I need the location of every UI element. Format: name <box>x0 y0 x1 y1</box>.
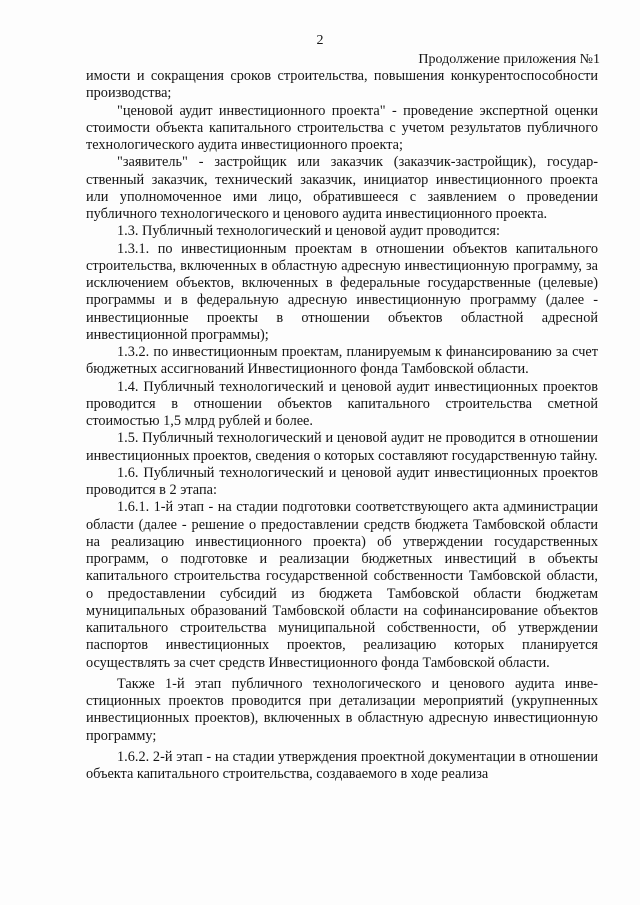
paragraph-1-5: 1.5. Публичный технологический и ценовой аудит не проводится в отношении инвестиционных проектов, сведения о которых составляют государственную тайну. <box>86 430 598 464</box>
paragraph-1-3-1: 1.3.1. по инвестиционным проектам в отношении объектов капитального строительства, включенных в областную адресную инвестиционную программу, за исключением объектов, включенных в федеральные государственные (целевые) программы и в федеральную адресную инвестиционную программу (далее - инвестиционные проекты в отношении объектов областной адресной инвестиционной программы); <box>86 240 598 343</box>
paragraph-1-6-2: 1.6.2. 2-й этап - на стадии утверждения проектной документации в отношении объекта капитального строительства, создаваемого в ходе реализа <box>86 748 598 782</box>
paragraph-1-6: 1.6. Публичный технологический и ценовой аудит инвестиционных проектов проводится в 2 этапа: <box>86 464 598 498</box>
paragraph-1-3: 1.3. Публичный технологический и ценовой аудит проводится: <box>117 223 500 240</box>
paragraph-stage-1-also: Также 1-й этап публичного технологического и ценового аудита инвестиционных проектов проводится при детализации мероприятий (укрупненных инвестиционных проектов), включенных в областную адресную инвестиционную программу; <box>86 675 598 744</box>
paragraph-continuation: имости и сокращения сроков строительства, повышения конкурентоспособности производства; <box>86 68 598 102</box>
paragraph-1-4: 1.4. Публичный технологический и ценовой аудит инвестиционных проектов проводится в отношении объектов капитального строительства сметной стоимостью 1,5 млрд рублей и более. <box>86 378 598 429</box>
page-number: 2 <box>316 33 324 48</box>
paragraph-applicant-definition: "заявитель" - застройщик или заказчик (заказчик-застройщик), государственный заказчик, технический заказчик, инициатор инвестиционного проекта или уполномоченное ими лицо, обратившееся с заявлением о проведении публичного технологического и ценового аудита инвестиционного проекта. <box>86 154 598 222</box>
document-body <box>86 68 598 783</box>
appendix-continuation-note: Продолжение приложения №1 <box>418 52 600 67</box>
paragraph-1-6-1: 1.6.1. 1-й этап - на стадии подготовки соответствующего акта администрации области (далее - решение о предоставлении средств бюджета Тамбовской области на реализацию инвестиционного проекта) об утверждении государственных программ, о подготовке и реализации бюджетных инвестиций в объекты капитального строительства государственной собственности Тамбовской области, о предоставлении субсидий из бюджета Тамбовской области бюджетам муниципальных образований Тамбовской области на софинансирование объектов капитального строительства муниципальной собственности, об утверждении паспортов инвестиционных проектов, реализацию которых планируется осуществлять за счет средств Инвестиционного фонда Тамбовской области. <box>86 499 598 671</box>
paragraph-price-audit-definition: "ценовой аудит инвестиционного проекта" - проведение экспертной оценки стоимости объекта капитального строительства с учетом результатов публичного технологического аудита инвестиционного проекта; <box>86 102 598 153</box>
paragraph-1-3-2: 1.3.2. по инвестиционным проектам, планируемым к финансированию за счет бюджетных ассигнований Инвестиционного фонда Тамбовской области. <box>86 344 598 378</box>
